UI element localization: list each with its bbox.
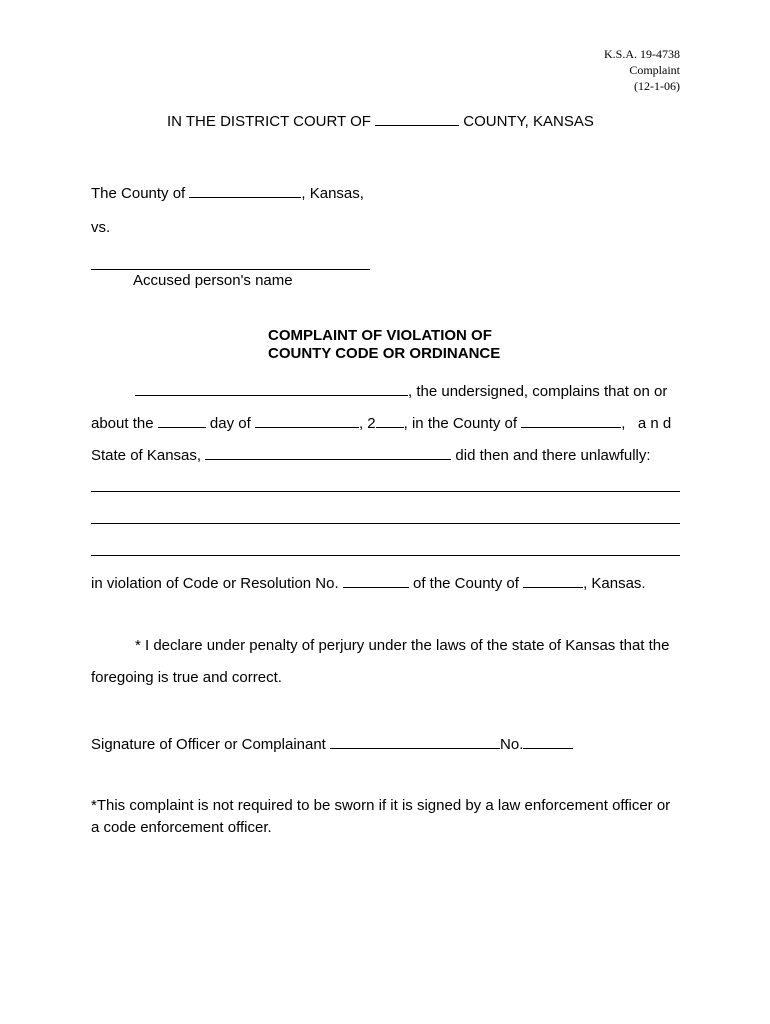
state-line (91, 445, 651, 464)
violation-description-line-3[interactable] (91, 555, 680, 556)
versus-label: vs. (91, 219, 111, 236)
plaintiff-prefix: The County of (91, 185, 186, 202)
accused-name-line[interactable] (91, 269, 370, 270)
accused-name-label: Accused person's name (133, 272, 293, 289)
undersigned-text: , the undersigned, complains that on or (408, 383, 668, 400)
violation-description-line-2[interactable] (91, 523, 680, 524)
court-heading (167, 111, 594, 130)
code-county-blank[interactable] (523, 573, 583, 588)
of-county-of-text: of the County of (412, 575, 519, 592)
date-line (91, 413, 671, 432)
in-violation-text: in violation of Code or Resolution No. (91, 575, 339, 592)
code-number-blank[interactable] (343, 573, 409, 588)
year-prefix-text: , 2 (358, 415, 376, 432)
signature-blank[interactable] (330, 734, 500, 749)
undersigned-line (135, 381, 667, 400)
month-blank[interactable] (255, 413, 359, 428)
complaint-title-line2: COUNTY CODE OR ORDINANCE (268, 345, 501, 362)
court-heading-prefix: IN THE DISTRICT COURT OF (167, 113, 371, 130)
signature-label: Signature of Officer or Complainant (91, 736, 326, 753)
signature-line (91, 734, 573, 753)
form-date: (12-1-06) (634, 79, 680, 93)
about-the-text: about the (91, 415, 154, 432)
offense-county-blank[interactable] (521, 413, 621, 428)
statute-reference: K.S.A. 19-4738 (603, 47, 680, 61)
year-blank[interactable] (376, 413, 404, 428)
footnote-line2: a code enforcement officer. (91, 819, 272, 836)
officer-number-blank[interactable] (523, 734, 573, 749)
plaintiff-county-blank[interactable] (189, 183, 301, 198)
state-of-kansas-text: State of Kansas, (91, 447, 202, 464)
plaintiff-suffix: , Kansas, (301, 185, 364, 202)
day-blank[interactable] (158, 413, 206, 428)
county-blank[interactable] (375, 111, 459, 126)
complaint-title-line1: COMPLAINT OF VIOLATION OF (268, 327, 492, 344)
court-heading-suffix: COUNTY, KANSAS (463, 113, 594, 130)
location-blank[interactable] (205, 445, 451, 460)
declaration-line2: foregoing is true and correct. (91, 669, 282, 686)
kansas-end-text: , Kansas. (583, 575, 646, 592)
form-type: Complaint (629, 63, 680, 77)
in-county-of-text: , in the County of (403, 415, 518, 432)
number-label: No. (500, 736, 524, 753)
did-unlawfully-text: did then and there unlawfully: (455, 447, 651, 464)
complainant-name-blank[interactable] (135, 381, 408, 396)
plaintiff-line (91, 183, 364, 202)
day-of-text: day of (209, 415, 251, 432)
violation-line (91, 573, 646, 592)
footnote-line1: *This complaint is not required to be sworn if it is signed by a law enforcement officer or (91, 797, 671, 814)
declaration-line1: * I declare under penalty of perjury under the laws of the state of Kansas that the (135, 637, 670, 654)
and-text: , a n d (621, 415, 672, 432)
violation-description-line-1[interactable] (91, 491, 680, 492)
